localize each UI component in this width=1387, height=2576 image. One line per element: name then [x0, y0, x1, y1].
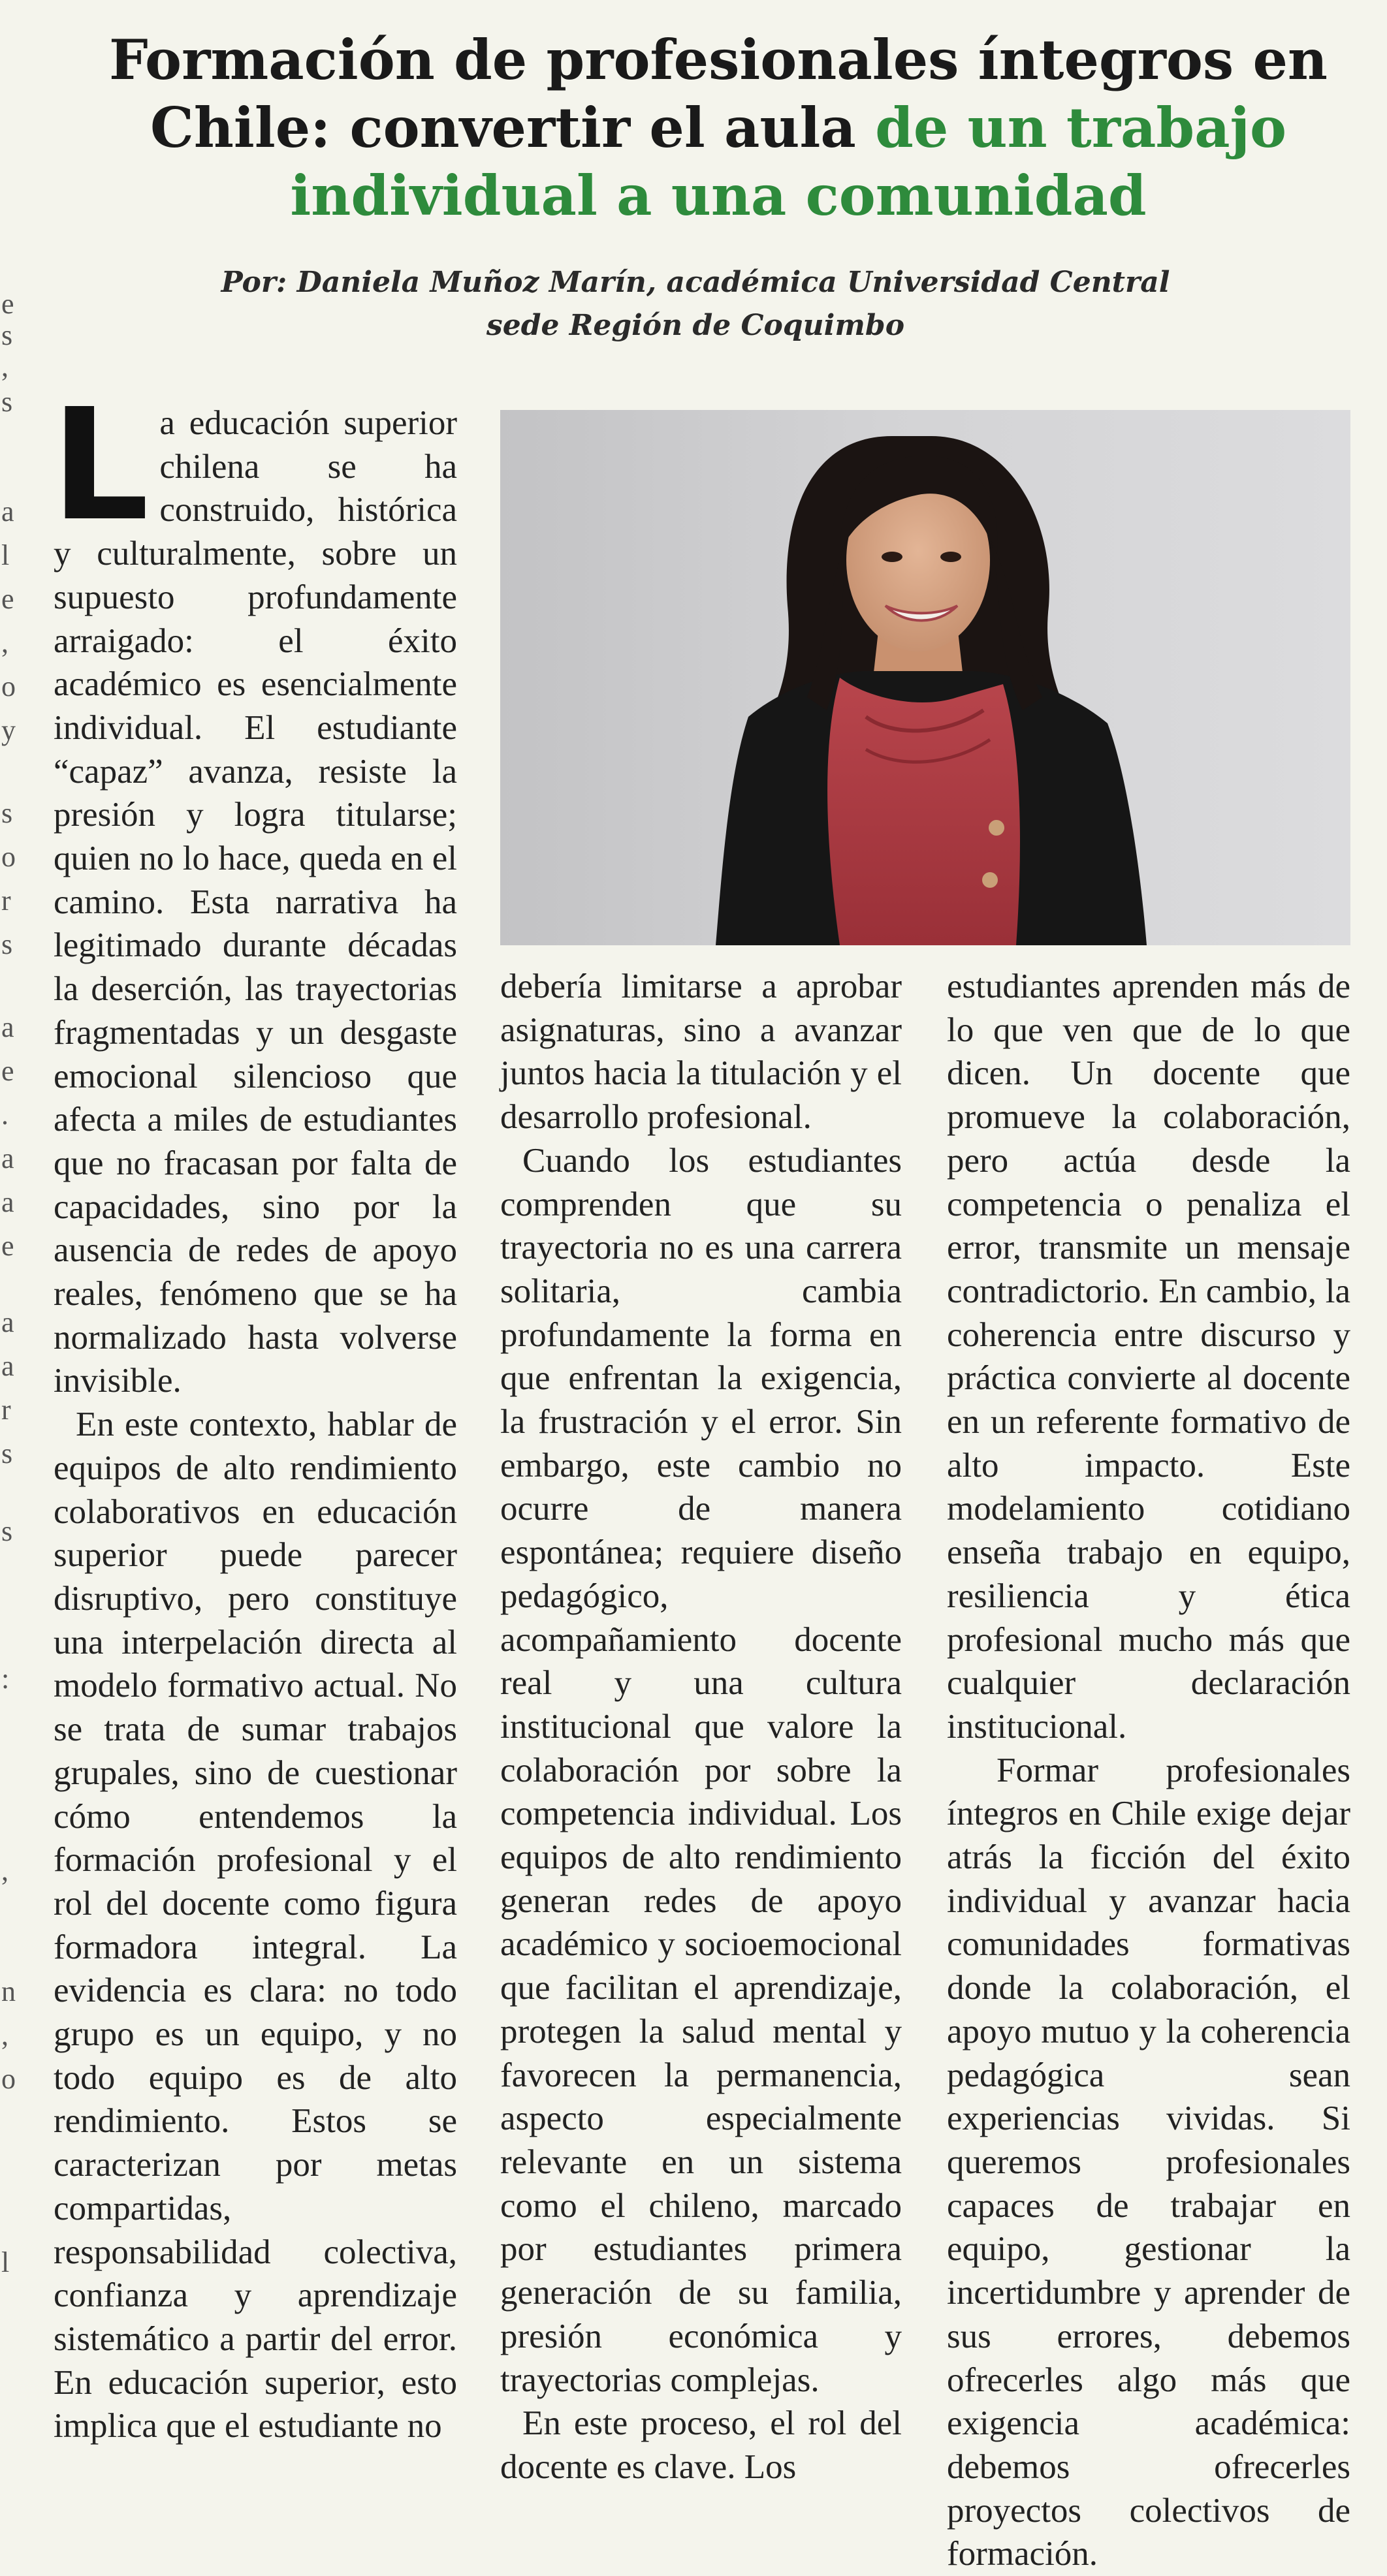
gutter-fragment: l	[1, 2246, 10, 2278]
gutter-fragment: s	[1, 797, 13, 829]
byline-author: Por: Daniela Muñoz Marín, académica Universidad Central	[221, 266, 1170, 299]
title-main: Formación de profesionales íntegros en Chile: convertir el aula	[109, 27, 1328, 160]
byline	[131, 261, 1260, 347]
article-title	[78, 26, 1358, 230]
gutter-fragment: a	[1, 1142, 14, 1174]
gutter-fragment: s	[1, 928, 13, 960]
gutter-fragment: n	[1, 1975, 16, 2007]
article-column-1	[51, 375, 457, 2448]
button-shape	[989, 820, 1004, 836]
gutter-fragment: ,	[1, 351, 8, 383]
gutter-fragment: e	[1, 1230, 14, 1262]
gutter-fragment: e	[1, 288, 14, 320]
gutter-fragment: s	[1, 1437, 13, 1469]
gutter-fragment: a	[1, 1186, 14, 1218]
gutter-fragment: o	[1, 2063, 16, 2095]
drop-cap: L	[51, 375, 150, 555]
article-column-3	[947, 965, 1350, 2576]
gutter-fragment: o	[1, 841, 16, 873]
author-portrait-image	[500, 410, 1350, 945]
gutter-fragment: r	[1, 1394, 11, 1426]
author-photo	[500, 410, 1350, 945]
paragraph: En este contexto, hablar de equipos de alto rendimiento colaborativos en educación superior puede parecer disruptivo, pero constituye una interpelación directa al modelo formativo actual. No se trata de sumar trabajos grupales, sino de cuestionar cómo entendemos la formación profesional y el rol del docente como figura formadora integral. La evidencia es clara: no todo grupo es un equipo, y no todo equipo es de alto rendimiento. Estos se caracterizan por metas compartidas, responsabilidad colectiva, confianza y aprendizaje sistemático a partir del error. En educación superior, esto implica que el estudiante no	[54, 1406, 457, 2445]
gutter-fragment: .	[1, 1099, 8, 1131]
gutter-fragment: s	[1, 386, 13, 418]
paragraph: estudiantes aprenden más de lo que ven que de lo que dicen. Un docente que promueve la colaboración, pero actúa desde la competencia o penaliza el error, transmite un mensaje contradictorio. En cambio, la coherencia entre discurso y práctica convierte al docente en un referente formativo de alto impacto. Este modelamiento cotidiano enseña trabajo en equipo, resiliencia y ética profesional mucho más que cualquier declaración institucional.	[947, 967, 1350, 1746]
gutter-fragment: a	[1, 1011, 14, 1043]
paragraph: Formar profesionales íntegros en Chile exige dejar atrás la ficción del éxito individual y avanzar hacia comunidades formativas donde la colaboración, el apoyo mutuo y la coherencia pedagógica sean experiencias vividas. Si queremos profesionales capaces de trabajar en equipo, gestionar la incertidumbre y aprender de sus errores, debemos ofrecerles algo más que exigencia académica: debemos ofrecerles proyectos colectivos de formación.	[947, 1751, 1350, 2573]
paragraph: En este proceso, el rol del docente es clave. Los	[500, 2404, 902, 2486]
gutter-fragment: y	[1, 714, 16, 746]
blouse-shape	[827, 678, 1020, 945]
gutter-fragment: ,	[1, 1855, 8, 1887]
gutter-fragment: l	[1, 539, 10, 571]
gutter-fragment: e	[1, 583, 14, 615]
gutter-fragment: a	[1, 1350, 14, 1382]
button-shape	[982, 872, 998, 888]
paragraph: debería limitarse a aprobar asignaturas, sino a avanzar juntos hacia la titulación y el desarrollo profesional.	[500, 967, 902, 1137]
paragraph: Cuando los estudiantes comprenden que su trayectoria no es una carrera solitaria, cambia profundamente la forma en que enfrentan la exigencia, la frustración y el error. Sin embargo, este cambio no ocurre de manera espontánea; requiere diseño pedagógico, acompañamiento docente real y una cultura institucional que valore la colaboración por sobre la competencia individual. Los equipos de alto rendimiento generan redes de apoyo académico y socioemocional que facilitan el aprendizaje, protegen la salud mental y favorecen la permanencia, aspecto especialmente relevante en un sistema como el chileno, marcado por estudiantes primera generación de su familia, presión económica y trayectorias complejas.	[500, 1141, 902, 2399]
gutter-fragment: a	[1, 1306, 14, 1338]
gutter-fragment: a	[1, 495, 14, 527]
gutter-fragment: e	[1, 1055, 14, 1087]
gutter-fragment: ,	[1, 2019, 8, 2051]
paragraph	[51, 375, 457, 1403]
gutter-fragment: o	[1, 670, 16, 702]
article-column-2	[500, 965, 902, 2489]
gutter-fragment: s	[1, 1515, 13, 1547]
byline-location: sede Región de Coquimbo	[486, 309, 905, 342]
gutter-fragment: :	[1, 1663, 10, 1695]
gutter-fragment: s	[1, 319, 13, 351]
gutter-fragment: ,	[1, 627, 8, 659]
gutter-fragment: r	[1, 885, 11, 917]
paragraph-text: a educación superior chilena se ha construido, histórica y culturalmente, sobre un supuesto profundamente arraigado: el éxito académico es esencialmente individual. El estudiante “capaz” avanza, resiste la presión y logra titularse; quien no lo hace, queda en el camino. Esta narrativa ha legitimado durante décadas la deserción, las trayectorias fragmentadas y un desgaste emocional silencioso que afecta a miles de estudiantes que no fracasan por falta de capacidades, sino por la ausencia de redes de apoyo reales, fenómeno que se ha normalizado hasta volverse invisible.	[54, 404, 457, 1400]
title-highlight: de un trabajo individual a una comunidad	[290, 95, 1286, 228]
